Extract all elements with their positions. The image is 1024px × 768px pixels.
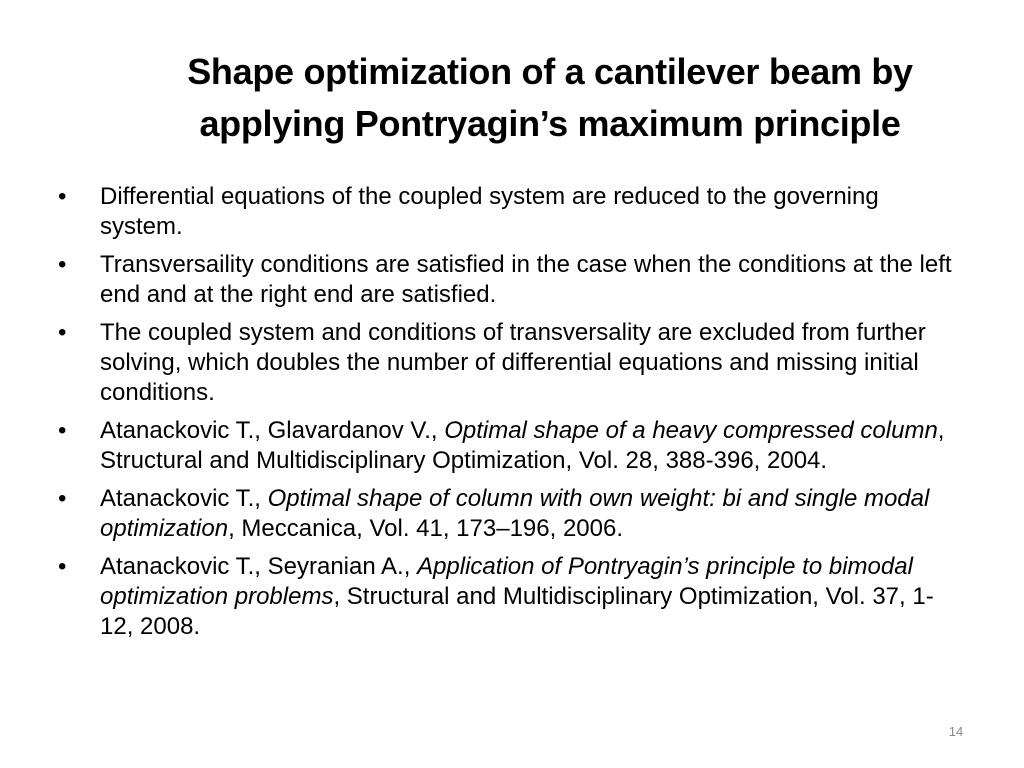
bullet-text-lead: Atanackovic T., [100, 485, 268, 512]
bullet-text-lead: Differential equations of the coupled system are reduced to the governing system. [100, 183, 879, 240]
bullet-text-italic: Optimal shape of column with own weight: bi and single modal optimization [100, 485, 930, 542]
bullet-item [56, 484, 966, 544]
bullet-text [100, 417, 944, 474]
bullet-text-italic: Application of Pontryagin’s principle to bimodal optimization problems [100, 553, 913, 610]
bullet-text-lead: The coupled system and conditions of transversality are excluded from further solving, which doubles the number of differential equations and missing initial conditions. [100, 319, 926, 406]
bullet-text-lead: Atanackovic T., Glavardanov V., [100, 417, 445, 444]
bullet-text-lead: Transversaility conditions are satisfied in the case when the conditions at the left end and at the right end are satisfied. [100, 251, 952, 308]
page-number: 14 [948, 724, 964, 739]
bullet-text [100, 251, 952, 308]
bullet-text [100, 485, 929, 542]
bullet-dot-icon: • [58, 553, 67, 580]
bullet-dot-icon: • [58, 319, 67, 346]
bullet-item [56, 250, 966, 310]
bullet-text [100, 183, 879, 240]
bullet-list [56, 182, 966, 650]
bullet-text-tail: , Meccanica, Vol. 41, 173–196, 2006. [228, 515, 624, 542]
bullet-item [56, 318, 966, 408]
bullet-text [100, 553, 934, 640]
bullet-text-lead: Atanackovic T., Seyranian A., [100, 553, 418, 580]
bullet-dot-icon: • [58, 183, 67, 210]
bullet-item [56, 552, 966, 642]
bullet-text-italic: Optimal shape of a heavy compressed column [444, 417, 938, 444]
bullet-text-tail: , Structural and Multidisciplinary Optimization, Vol. 28, 388-396, 2004. [100, 417, 945, 474]
slide-title: Shape optimization of a cantilever beam by applying Pontryagin’s maximum principle [187, 51, 913, 144]
bullet-dot-icon: • [58, 251, 67, 278]
bullet-dot-icon: • [58, 485, 67, 512]
bullet-dot-icon: • [58, 417, 67, 444]
bullet-item [56, 182, 966, 242]
bullet-item [56, 416, 966, 476]
bullet-text [100, 319, 926, 406]
bullet-text-tail: , Structural and Multidisciplinary Optimization, Vol. 37, 1-12, 2008. [100, 583, 934, 640]
